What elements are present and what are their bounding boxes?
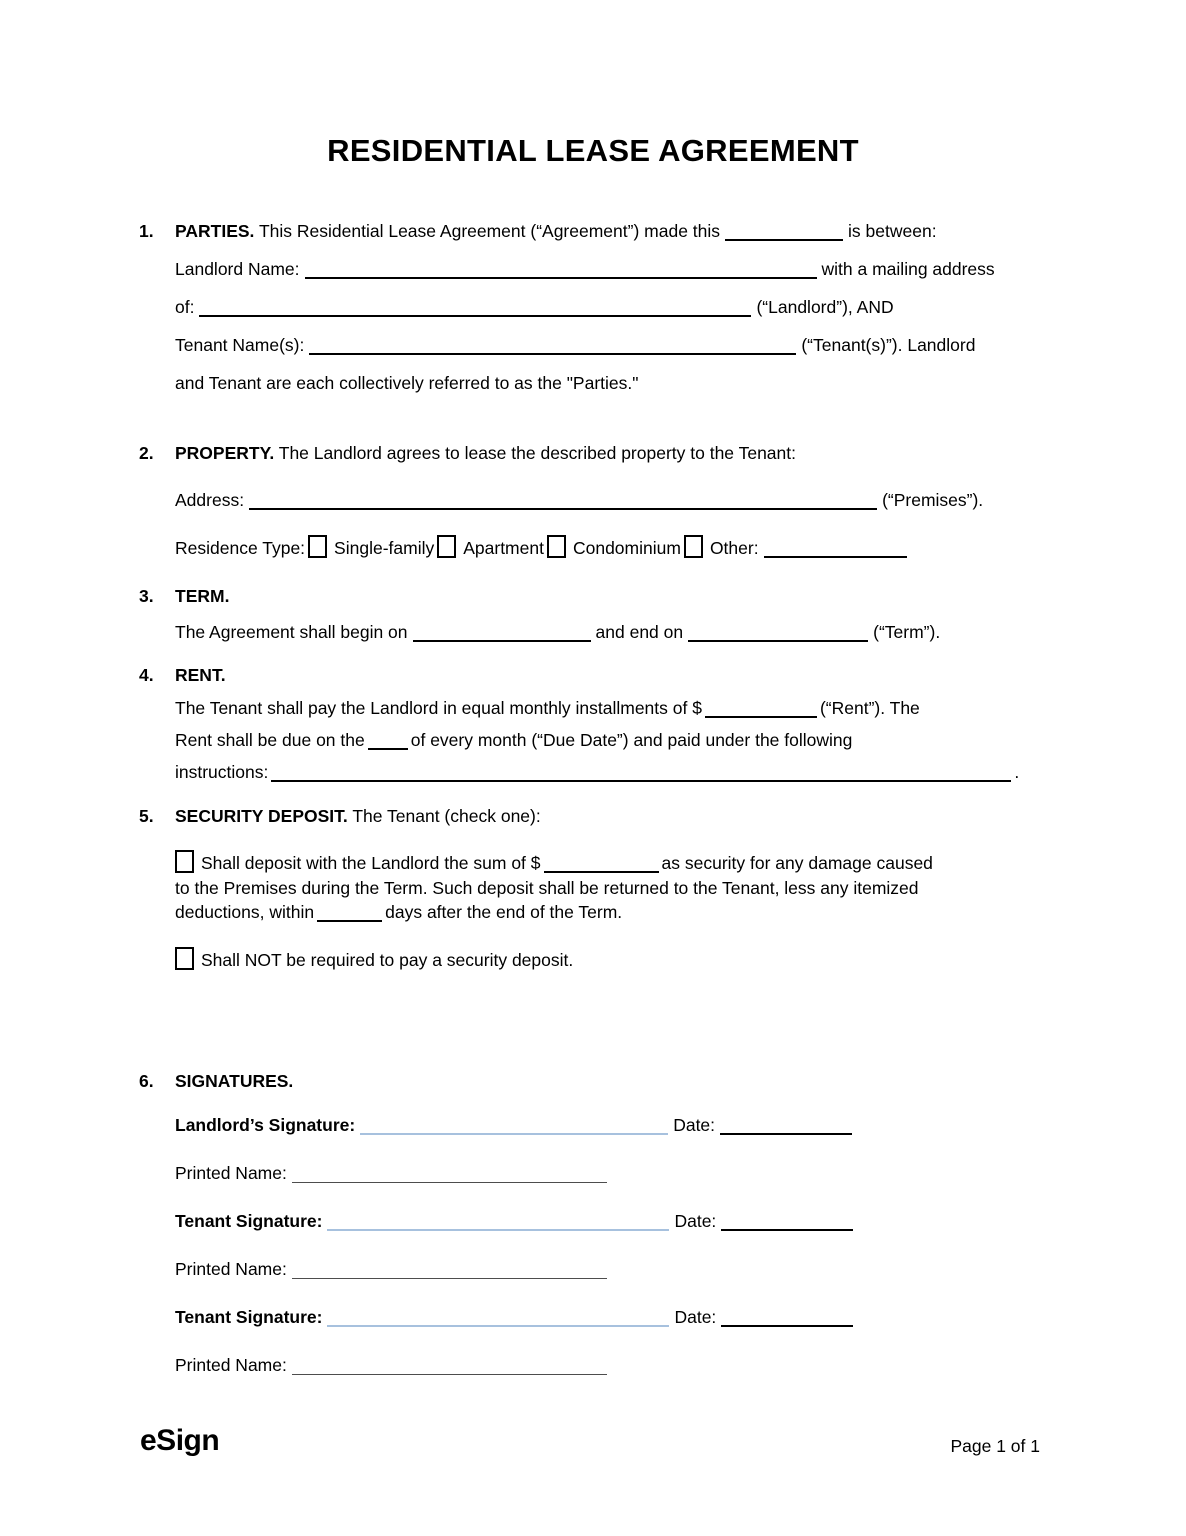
term-end-blank[interactable] <box>688 626 868 642</box>
rent-due-text: Rent shall be due on the <box>175 730 365 750</box>
section-heading: PARTIES. <box>175 221 255 241</box>
tenant-name-label: Tenant Name(s): <box>175 335 305 355</box>
landlord-address-line <box>175 294 894 320</box>
section-heading: TERM. <box>175 586 230 606</box>
rent-line-2 <box>175 727 852 753</box>
rent-amount-text: The Tenant shall pay the Landlord in equal monthly installments of $ <box>175 698 702 718</box>
parties-intro-tail: is between: <box>848 221 937 241</box>
esign-logo: eSign <box>140 1424 220 1457</box>
checkbox-deposit-required[interactable] <box>175 850 194 873</box>
tenant-name-blank[interactable] <box>309 339 796 355</box>
section-heading: PROPERTY. <box>175 443 275 463</box>
landlord-name-line <box>175 256 995 282</box>
checkbox-other[interactable] <box>684 535 703 558</box>
deposit-option2-text: Shall NOT be required to pay a security deposit. <box>201 950 574 970</box>
section-number: 3. <box>139 586 154 606</box>
term-begin-blank[interactable] <box>413 626 591 642</box>
printed-name-label: Printed Name: <box>175 1355 287 1375</box>
tenant2-sig-date-blank[interactable] <box>721 1311 853 1327</box>
deposit-option1-line2 <box>175 875 919 901</box>
residence-type-line <box>175 535 912 561</box>
landlord-printed-name-row <box>175 1160 612 1186</box>
option-single-family-label: Single-family <box>334 538 435 558</box>
section-number: 6. <box>139 1071 154 1091</box>
tenant1-printed-name-row <box>175 1256 612 1282</box>
deposit-return-days-blank[interactable] <box>317 906 382 922</box>
deposit-option1-text-a: Shall deposit with the Landlord the sum of $ <box>201 853 541 873</box>
checkbox-no-deposit[interactable] <box>175 947 194 970</box>
premises-address-blank[interactable] <box>249 494 877 510</box>
checkbox-apartment[interactable] <box>437 535 456 558</box>
rent-line-1 <box>175 695 920 721</box>
tenant2-signature-row <box>175 1304 858 1330</box>
residence-type-label: Residence Type: <box>175 538 306 558</box>
landlord-signature-label: Landlord’s Signature: <box>175 1115 356 1135</box>
rent-due-day-blank[interactable] <box>368 734 408 750</box>
instructions-label: instructions: <box>175 762 269 782</box>
document-title: RESIDENTIAL LEASE AGREEMENT <box>327 133 859 168</box>
tenant1-sig-date-blank[interactable] <box>721 1215 853 1231</box>
of-label: of: <box>175 297 195 317</box>
deposit-option1-text-c: to the Premises during the Term. Such deposit shall be returned to the Tenant, less any itemized <box>175 878 919 898</box>
address-line <box>175 487 983 513</box>
rent-line-3 <box>175 759 1019 785</box>
tenant2-signature-line[interactable] <box>327 1311 669 1327</box>
landlord-name-blank[interactable] <box>305 263 817 279</box>
parties-closing-text: and Tenant are each collectively referred to as the "Parties." <box>175 373 639 393</box>
section-number: 4. <box>139 665 154 685</box>
deposit-option1-text-d: deductions, within <box>175 902 315 922</box>
parties-intro-text: This Residential Lease Agreement (“Agreement”) made this <box>258 221 721 241</box>
residence-other-blank[interactable] <box>764 542 907 558</box>
term-tail: (“Term”). <box>873 622 941 642</box>
security-intro-text: The Tenant (check one): <box>352 806 541 826</box>
tenant2-printed-name-blank[interactable] <box>292 1360 607 1375</box>
section-number: 2. <box>139 443 154 463</box>
date-label: Date: <box>674 1307 717 1327</box>
parties-closing-line <box>175 370 638 396</box>
section-heading: RENT. <box>175 665 226 685</box>
section-number: 5. <box>139 806 154 826</box>
security-heading-line <box>139 803 541 829</box>
deposit-option2-line <box>175 947 573 973</box>
landlord-address-blank[interactable] <box>199 301 751 317</box>
signatures-heading-line <box>139 1068 294 1094</box>
agreement-date-blank[interactable] <box>725 225 843 241</box>
rent-amount-tail: (“Rent”). The <box>819 698 920 718</box>
printed-name-label: Printed Name: <box>175 1259 287 1279</box>
tenant-name-line <box>175 332 975 358</box>
landlord-printed-name-blank[interactable] <box>292 1168 607 1183</box>
landlord-tail: (“Landlord”), AND <box>756 297 894 317</box>
rent-amount-blank[interactable] <box>705 702 817 718</box>
rent-heading-line <box>139 662 226 688</box>
landlord-sig-date-blank[interactable] <box>720 1119 852 1135</box>
deposit-option1-line3 <box>175 899 622 925</box>
page-number: Page 1 of 1 <box>950 1436 1040 1456</box>
parties-heading-line <box>139 218 937 244</box>
deposit-option1-line1 <box>175 850 933 876</box>
payment-instructions-blank[interactable] <box>271 766 1011 782</box>
term-heading-line <box>139 583 230 609</box>
address-label: Address: <box>175 490 245 510</box>
term-line <box>175 619 940 645</box>
tenant1-signature-line[interactable] <box>327 1215 669 1231</box>
date-label: Date: <box>674 1211 717 1231</box>
term-begin-text: The Agreement shall begin on <box>175 622 408 642</box>
term-middle-text: and end on <box>595 622 684 642</box>
printed-name-label: Printed Name: <box>175 1163 287 1183</box>
tenant2-signature-label: Tenant Signature: <box>175 1307 323 1327</box>
section-heading: SIGNATURES. <box>175 1071 294 1091</box>
section-heading: SECURITY DEPOSIT. <box>175 806 348 826</box>
tenant2-printed-name-row <box>175 1352 612 1378</box>
tenant1-printed-name-blank[interactable] <box>292 1264 607 1279</box>
property-intro-text: The Landlord agrees to lease the described property to the Tenant: <box>278 443 796 463</box>
deposit-amount-blank[interactable] <box>544 857 659 873</box>
checkbox-single-family[interactable] <box>308 535 327 558</box>
option-condominium-label: Condominium <box>572 538 681 558</box>
landlord-signature-line[interactable] <box>360 1119 668 1135</box>
section-number: 1. <box>139 221 154 241</box>
tenant1-signature-label: Tenant Signature: <box>175 1211 323 1231</box>
option-other-label: Other: <box>709 538 759 558</box>
deposit-option1-text-b: as security for any damage caused <box>661 853 933 873</box>
landlord-name-label: Landlord Name: <box>175 259 300 279</box>
landlord-signature-row <box>175 1112 857 1138</box>
address-tail: (“Premises”). <box>882 490 984 510</box>
landlord-name-tail: with a mailing address <box>821 259 995 279</box>
checkbox-condominium[interactable] <box>547 535 566 558</box>
tenant-tail: (“Tenant(s)”). Landlord <box>801 335 976 355</box>
date-label: Date: <box>673 1115 716 1135</box>
tenant1-signature-row <box>175 1208 858 1234</box>
deposit-option1-text-e: days after the end of the Term. <box>385 902 623 922</box>
property-heading-line <box>139 440 796 466</box>
option-apartment-label: Apartment <box>463 538 544 558</box>
rent-due-tail: of every month (“Due Date”) and paid under the following <box>410 730 853 750</box>
instructions-tail: . <box>1014 762 1020 782</box>
